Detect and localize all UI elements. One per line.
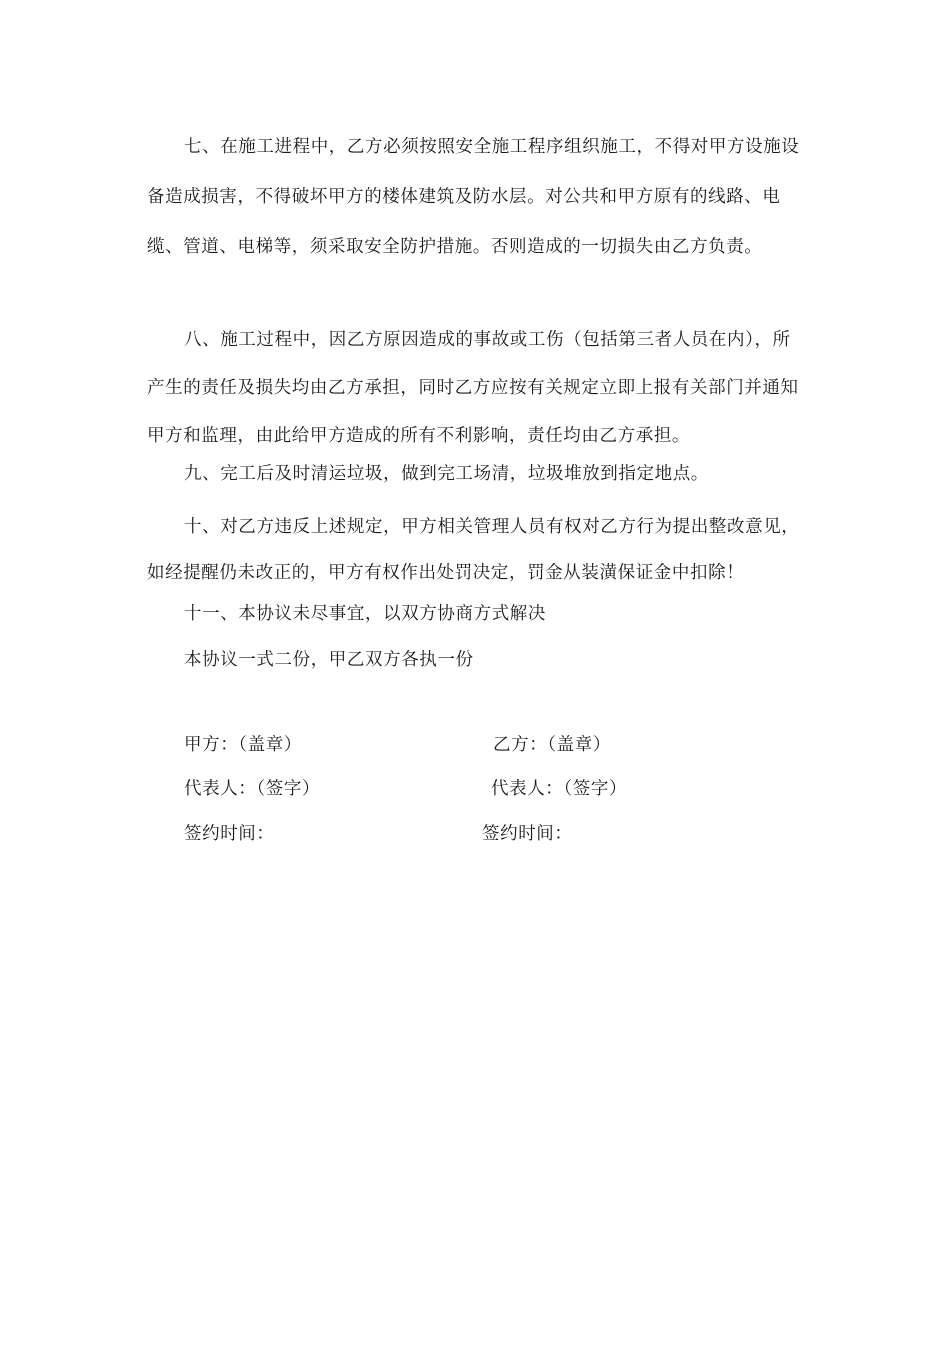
clause-seven-text: 七、在施工进程中，乙方必须按照安全施工程序组织施工，不得对甲方设施设备造成损害，不得破坏甲方的楼体建筑及防水层。对公共和甲方原有的线路、电缆、管道、电梯等，须采取安全防护措施。否则造成的一切损失由乙方负责。 xyxy=(147,137,800,257)
party-a-date-label: 签约时间： xyxy=(184,824,275,844)
party-b-representative-label: 代表人：（签字） xyxy=(491,779,628,799)
clause-ten-text: 十、对乙方违反上述规定，甲方相关管理人员有权对乙方行为提出整改意见，如经提醒仍未改正的，甲方有权作出处罚决定，罚金从装潢保证金中扣除！ xyxy=(147,517,800,583)
clause-eight-text: 八、施工过程中，因乙方原因造成的事故或工伤（包括第三者人员在内），所产生的责任及损失均由乙方承担，同时乙方应按有关规定立即上报有关部门并通知甲方和监理，由此给甲方造成的所有不利影响，责任均由乙方承担。 xyxy=(147,330,799,446)
party-b-date-label: 签约时间： xyxy=(482,824,573,844)
party-a-representative-label: 代表人：（签字） xyxy=(184,779,321,799)
clause-eleven xyxy=(147,600,807,628)
clause-ten xyxy=(147,504,807,596)
clause-eight xyxy=(147,316,807,460)
party-b-seal-label: 乙方：（盖章） xyxy=(493,735,611,755)
copies-statement-text: 本协议一式二份，甲乙双方各执一份 xyxy=(184,650,474,670)
clause-eleven-text: 十一、本协议未尽事宜，以双方协商方式解决 xyxy=(184,604,546,624)
party-a-seal-label: 甲方：（盖章） xyxy=(184,735,302,755)
clause-seven xyxy=(147,122,807,272)
clause-nine xyxy=(147,460,807,488)
clause-nine-text: 九、完工后及时清运垃圾，做到完工场清，垃圾堆放到指定地点。 xyxy=(184,464,709,484)
copies-statement xyxy=(147,646,807,674)
